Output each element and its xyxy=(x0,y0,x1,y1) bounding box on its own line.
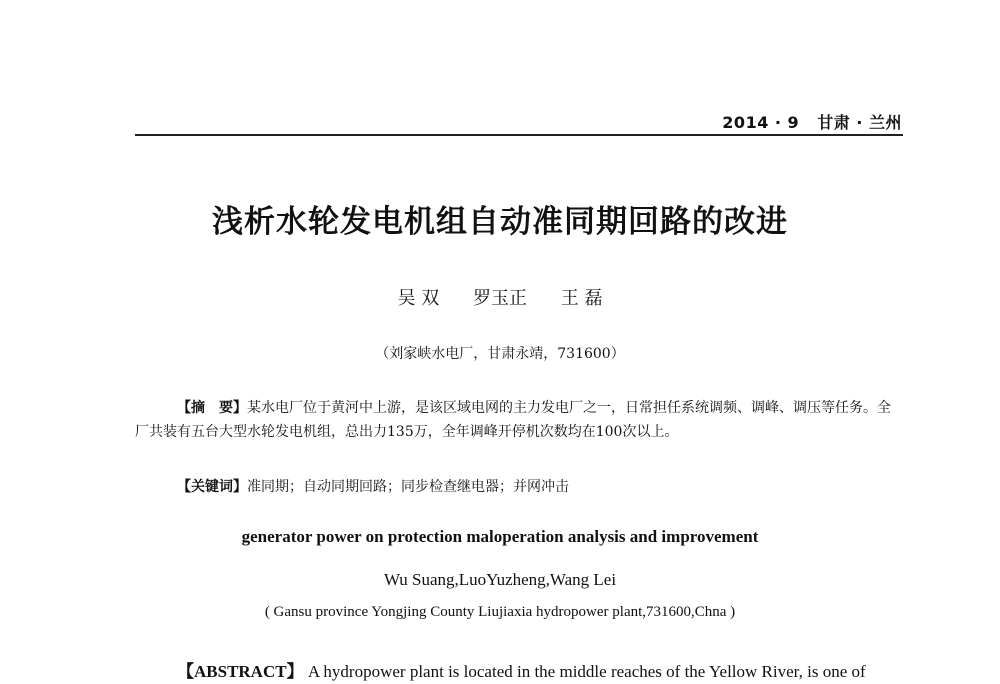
header-divider xyxy=(135,134,903,136)
affiliation-zh: （刘家峡水电厂，甘肃永靖，731600） xyxy=(375,346,625,362)
abstract-label-zh: 【摘 要】 xyxy=(177,400,247,416)
abstract-en xyxy=(177,657,907,682)
author-name: 罗玉正 xyxy=(473,288,527,309)
paper-title-en: generator power on protection maloperation analysis and improvement xyxy=(241,527,759,546)
paper-title-zh: 浅析水轮发电机组自动准同期回路的改进 xyxy=(212,204,788,240)
issue-date: 2014 · 9 xyxy=(722,113,800,132)
author-name: 吴 双 xyxy=(397,288,440,309)
authors-zh xyxy=(0,284,1000,310)
conference-location: 甘肃 · 兰州 xyxy=(817,113,902,132)
abstract-label-en: 【ABSTRACT】 xyxy=(177,662,304,681)
abstract-text-zh: 某水电厂位于黄河中上游，是该区域电网的主力发电厂之一，日常担任系统调频、调峰、调压等任务。全厂共装有五台大型水轮发电机组，总出力135万，全年调峰开停机次数均在100次以上。 xyxy=(135,400,891,440)
keywords-label-zh: 【关键词】 xyxy=(177,479,247,495)
authors-en: Wu Suang,LuoYuzheng,Wang Lei xyxy=(383,570,617,589)
abstract-text-en: A hydropower plant is located in the middle reaches of the Yellow River, is one of xyxy=(307,662,866,681)
affiliation-en: ( Gansu province Yongjing County Liujiaxia hydropower plant,731600,Chna ) xyxy=(264,604,736,620)
abstract-zh xyxy=(135,396,903,444)
keywords-zh xyxy=(177,476,903,496)
author-name: 王 磊 xyxy=(560,288,603,309)
journal-header xyxy=(722,110,902,133)
keywords-text-zh: 准同期；自动同期回路；同步检查继电器；并网冲击 xyxy=(247,479,569,495)
